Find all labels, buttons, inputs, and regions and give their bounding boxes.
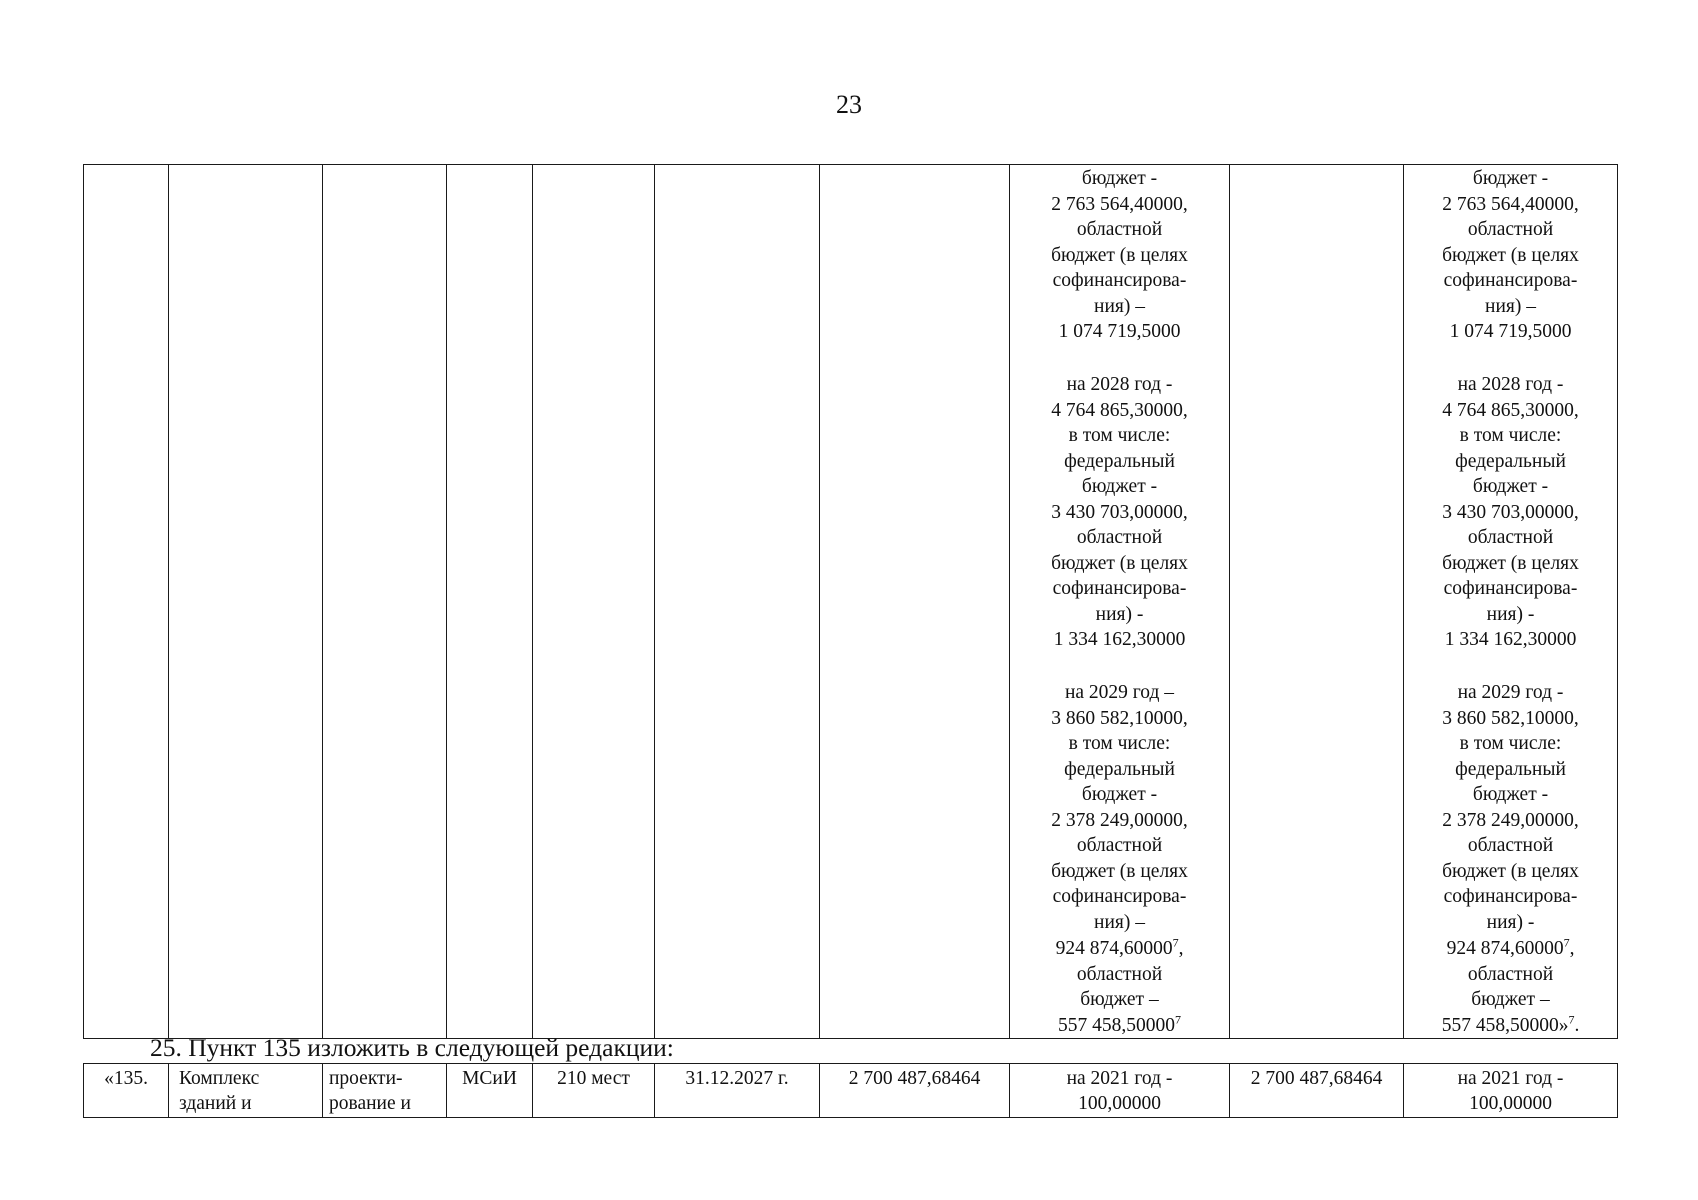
funding-b-cell	[1404, 1064, 1618, 1118]
empty-cell-number	[84, 165, 169, 1039]
cost-total-2-cell	[1230, 1064, 1404, 1118]
funding-a-cell	[1010, 1064, 1230, 1118]
amendment-instruction: 25. Пункт 135 изложить в следующей редакции:	[150, 1033, 674, 1062]
cost-total-2: 2 700 487,68464	[1250, 1068, 1383, 1089]
funding-b-block-1: бюджет - 2 763 564,40000, областной бюджет (в целях софинансирова- ния) – 1 074 719,5000	[1442, 168, 1579, 342]
funding-b-amount-1: 924 874,60000	[1446, 938, 1564, 959]
funding-a-line-2: областной	[1076, 963, 1163, 985]
funding-a-block-spacer	[1010, 653, 1229, 680]
capacity: 210 мест	[557, 1068, 630, 1089]
cost-total-cell	[820, 1064, 1010, 1118]
object-name: Комплекс зданий и	[179, 1068, 260, 1114]
empty-cell-deadline	[655, 165, 820, 1039]
deadline-cell	[655, 1064, 820, 1118]
footnote-marker: 7	[1172, 935, 1179, 950]
empty-cell-customer	[447, 165, 533, 1039]
work-type-cell	[323, 1064, 447, 1118]
funding-b-line-3: бюджет –	[1471, 989, 1550, 1010]
funding-b-amount-2: 557 458,50000»	[1441, 1014, 1569, 1036]
deadline: 31.12.2027 г.	[685, 1068, 789, 1089]
table-row	[84, 165, 1618, 1039]
funding-a-amount-1: 924 874,60000	[1055, 938, 1173, 959]
continuation-table	[83, 164, 1618, 1039]
funding-b-after-2: .	[1574, 1014, 1580, 1036]
funding-a-line-3: бюджет –	[1080, 989, 1159, 1010]
customer-cell	[447, 1064, 533, 1118]
funding-a-after-1: ,	[1178, 938, 1184, 959]
footnote-marker: 7	[1568, 1012, 1575, 1026]
page-number: 23	[836, 90, 862, 119]
funding-b-block-spacer	[1404, 345, 1617, 372]
empty-cell-cost	[820, 165, 1010, 1039]
empty-cell-work-type	[323, 165, 447, 1039]
empty-cell-object-name	[169, 165, 323, 1039]
funding-b: на 2021 год - 100,00000	[1457, 1068, 1564, 1114]
footnote-marker: 7	[1175, 1012, 1181, 1026]
item-number: «135.	[104, 1068, 148, 1089]
customer: МСиИ	[462, 1068, 517, 1089]
capacity-cell	[533, 1064, 655, 1118]
empty-cell-cost-2	[1230, 165, 1404, 1039]
funding-b-block-2029: на 2029 год - 3 860 582,10000, в том числе: федеральный бюджет - 2 378 249,00000, областной бюджет (в целях софинансирова- ния) -	[1442, 682, 1579, 933]
funding-cell-b	[1404, 165, 1618, 1039]
object-name-cell	[169, 1064, 323, 1118]
empty-cell-capacity	[533, 165, 655, 1039]
funding-b-line-2: областной	[1467, 963, 1554, 985]
funding-b-block-spacer	[1404, 653, 1617, 680]
funding-b-tail	[1404, 935, 1617, 1038]
table-row	[84, 1064, 1618, 1118]
funding-a-tail	[1010, 935, 1229, 1038]
funding-b-block-2028: на 2028 год - 4 764 865,30000, в том числе: федеральный бюджет - 3 430 703,00000, областной бюджет (в целях софинансирова- ния) - 1 334 162,30000	[1442, 374, 1579, 650]
item-135-table	[83, 1063, 1618, 1118]
footnote-marker: 7	[1563, 935, 1570, 950]
funding-a-block-2028: на 2028 год - 4 764 865,30000, в том числе: федеральный бюджет - 3 430 703,00000, областной бюджет (в целях софинансирова- ния) - 1 334 162,30000	[1051, 374, 1188, 650]
funding-b-after-1: ,	[1569, 938, 1575, 959]
funding-a: на 2021 год - 100,00000	[1066, 1068, 1173, 1114]
funding-a-block-2029: на 2029 год – 3 860 582,10000, в том числе: федеральный бюджет - 2 378 249,00000, областной бюджет (в целях софинансирова- ния) –	[1051, 682, 1188, 933]
work-type: проекти- рование и	[329, 1068, 411, 1114]
funding-a-block-spacer	[1010, 345, 1229, 372]
cost-total: 2 700 487,68464	[848, 1068, 981, 1089]
funding-cell-a	[1010, 165, 1230, 1039]
item-number-cell	[84, 1064, 169, 1118]
funding-a-block-1: бюджет - 2 763 564,40000, областной бюджет (в целях софинансирова- ния) – 1 074 719,5000	[1051, 168, 1188, 342]
funding-a-amount-2: 557 458,50000	[1058, 1014, 1175, 1036]
